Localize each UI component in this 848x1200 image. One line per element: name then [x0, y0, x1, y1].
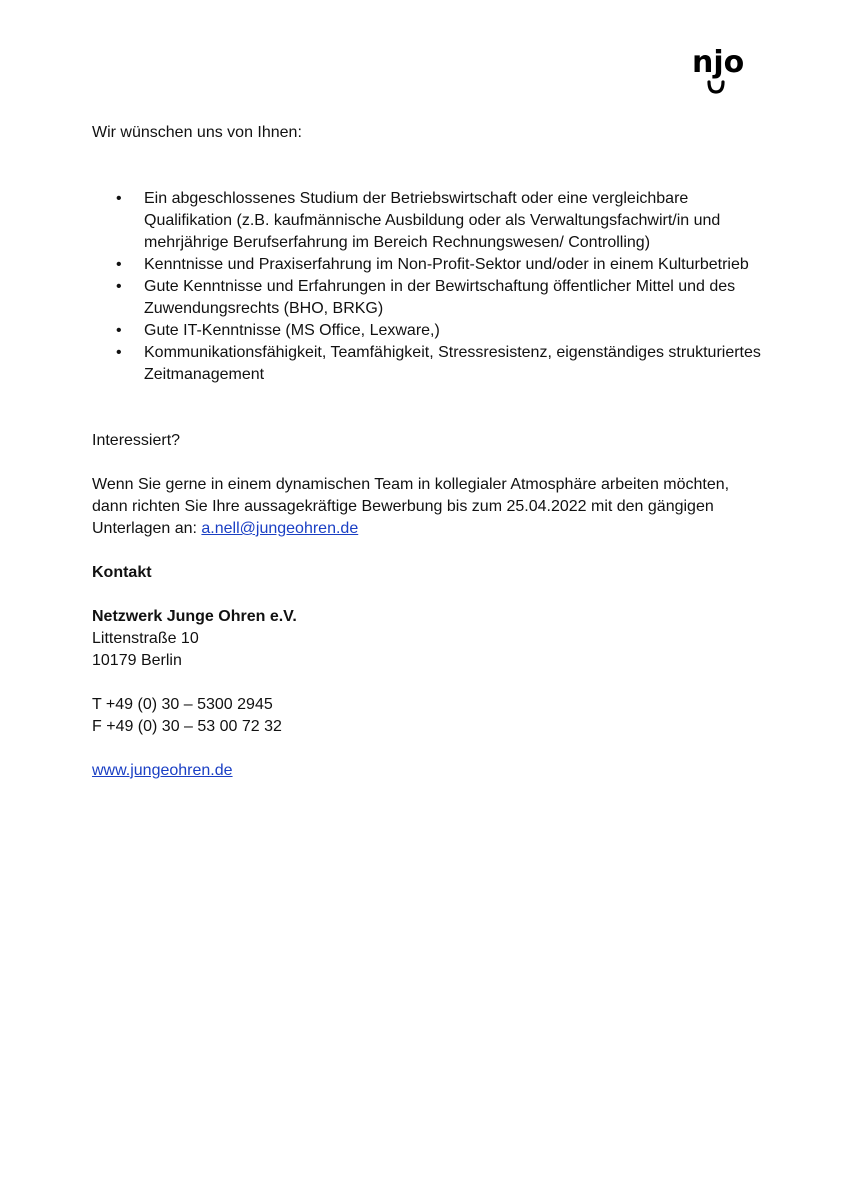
website-line [92, 760, 762, 782]
organization-name: Netzwerk Junge Ohren e.V. [92, 608, 297, 625]
application-line-prefix: Unterlagen an: [92, 520, 202, 537]
contact-address [92, 606, 762, 672]
fax-number: F +49 (0) 30 – 53 00 72 32 [92, 718, 282, 735]
list-item: • Ein abgeschlossenes Studium der Betriebswirtschaft oder eine vergleichbare Qualifikation (z.B. kaufmännische Ausbildung oder als Verwaltungsfachwirt/in und mehrjährige Berufserfahrung im Bereich Rechnungswesen/ Controlling) [144, 188, 762, 254]
website-link[interactable]: www.jungeohren.de [92, 762, 233, 779]
requirements-intro: Wir wünschen uns von Ihnen: [92, 124, 302, 141]
logo-wordmark: njo [692, 45, 745, 80]
street-address: Littenstraße 10 [92, 630, 199, 647]
email-link[interactable]: a.nell@jungeohren.de [201, 520, 359, 537]
interested-heading: Interessiert? [92, 432, 181, 449]
application-line: dann richten Sie Ihre aussagekräftige Bewerbung bis zum 25.04.2022 mit den gängigen [92, 498, 714, 515]
list-item: • Kenntnisse und Praxiserfahrung im Non-Profit-Sektor und/oder in einem Kulturbetrieb [144, 254, 762, 276]
contact-heading: Kontakt [92, 564, 152, 581]
smile-icon [706, 80, 726, 94]
njo-logo [692, 45, 750, 104]
list-item: • Gute IT-Kenntnisse (MS Office, Lexware,) [144, 320, 762, 342]
application-line: Wenn Sie gerne in einem dynamischen Team in kollegialer Atmosphäre arbeiten möchten, [92, 476, 730, 493]
application-line [92, 518, 762, 540]
list-item: • Gute Kenntnisse und Erfahrungen in der Bewirtschaftung öffentlicher Mittel und des Zuwendungsrechts (BHO, BRKG) [144, 276, 762, 320]
application-paragraph [92, 474, 762, 540]
document-body [92, 122, 762, 782]
phone-number: T +49 (0) 30 – 5300 2945 [92, 696, 273, 713]
list-item: • Kommunikationsfähigkeit, Teamfähigkeit, Stressresistenz, eigenständiges strukturiertes Zeitmanagement [144, 342, 762, 386]
contact-phones [92, 694, 762, 738]
city-address: 10179 Berlin [92, 652, 182, 669]
requirements-list [92, 188, 762, 386]
